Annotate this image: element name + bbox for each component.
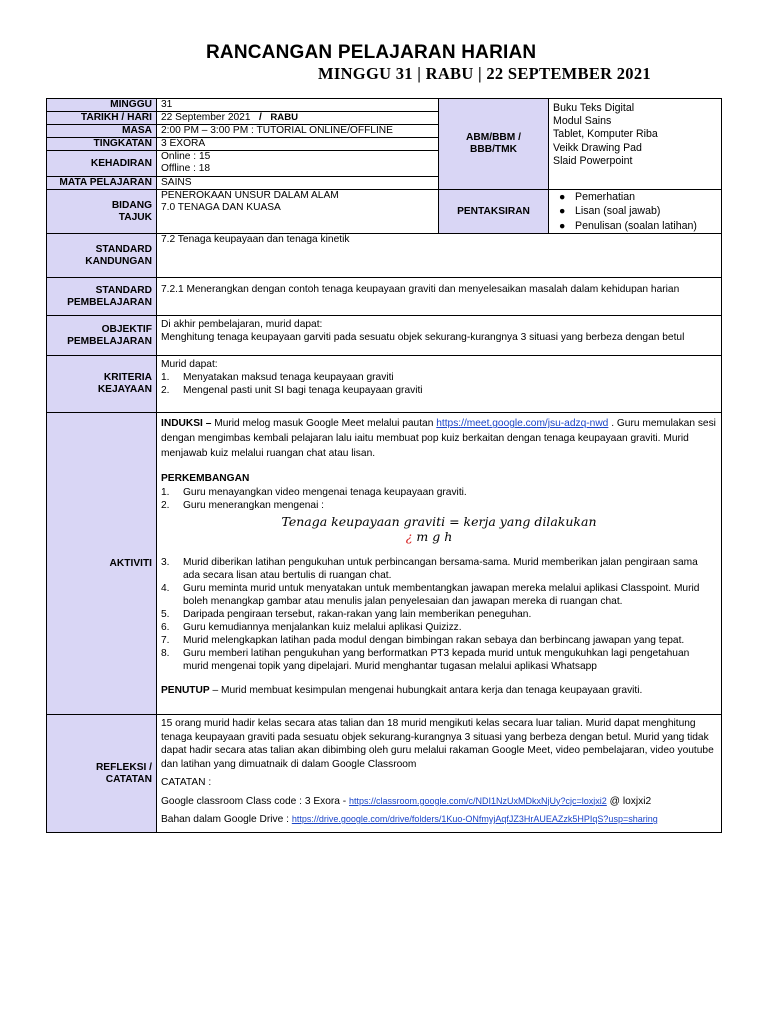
minggu-value: 31 (157, 99, 439, 112)
objektif-line: Menghitung tenaga keupayaan garviti pada sesuatu objek sekurang-kurangnya 3 situasi yang berbeza dengan betul (161, 332, 685, 343)
kriteria-value (157, 356, 722, 413)
day: RABU (270, 112, 299, 123)
abm-item: Buku Teks Digital (553, 102, 635, 114)
aktiviti-step: 2. Guru menerangkan mengenai : (161, 500, 325, 511)
penutup-paragraph: PENUTUP – Murid membuat kesimpulan mengenai hubungkait antara kerja dan tenaga keupayaan graviti. (161, 685, 643, 696)
pentaksiran-list (549, 190, 722, 234)
classroom-code: @ loxjxi2 (606, 795, 652, 807)
refleksi-paragraph: 15 orang murid hadir kelas secara atas talian dan 18 murid mengikuti kelas secara luar talian. Murid dapat menghitung tenaga keupayaan graviti pada sesuatu objek sekurang-kurangnya 3 situasi yang berbeza dengan betul. Murid yang tidak dapat hadir secara atas talian akan dibimbing oleh guru melalui rakaman Google Meet, video pembelajaran, video youtube dan latihan yang dimuatnaik di dalam Google Classroom (161, 718, 714, 770)
google-drive-link[interactable]: https://drive.google.com/drive/folders/1Kuo-ONfmyjAqfJZ3HrAUEAZzk5HPIqS?usp=sharing (291, 814, 658, 824)
bidang-tajuk-label (47, 190, 157, 234)
abm-item: Tablet, Komputer Riba (553, 128, 658, 141)
pentaksiran-item: ● Lisan (soal jawab) (559, 205, 661, 218)
abm-item: Modul Sains (553, 115, 612, 128)
refleksi-label: REFLEKSI / CATATAN (47, 715, 157, 833)
tingkatan-value: 3 EXORA (157, 138, 439, 151)
aktiviti-value (157, 413, 722, 715)
tajuk-value: 7.0 TENAGA DAN KUASA (161, 202, 281, 213)
objektif-line: Di akhir pembelajaran, murid dapat: (161, 319, 323, 330)
bidang-label: BIDANG (111, 199, 152, 211)
pentaksiran-item: ● Pemerhatian (559, 191, 636, 203)
tarikh-label: TARIKH / HARI (47, 112, 157, 125)
aktiviti-step: 6. Guru kemudiannya menjalankan kuiz melalui aplikasi Quizizz. (161, 622, 462, 633)
bidang-tajuk-value (157, 190, 439, 234)
date: 22 September 2021 (161, 112, 251, 123)
drive-line: Bahan dalam Google Drive : https://drive.google.com/drive/folders/1Kuo-ONfmyjAqfJZ3HrAUEAZzk5HPIqS?usp=sharing (161, 814, 658, 825)
aktiviti-step: 8. Guru memberi latihan pengukuhan yang berformatkan PT3 kepada murid untuk mengukuhkan lagi pengetahuan murid mengenai topik yang dipelajari. Murid menghantar tugasan melalui aplikasi Whatsapp (161, 648, 690, 672)
kriteria-item: 2. Mengenal pasti unit SI bagi tenaga keupayaan graviti (161, 385, 423, 396)
page-subtitle: MINGGU 31 | RABU | 22 SEPTEMBER 2021 (318, 64, 651, 83)
standard-kandungan-label: STANDARD KANDUNGAN (47, 234, 157, 278)
date-separator: / (259, 112, 262, 123)
aktiviti-step: 4. Guru meminta murid untuk menyatakan untuk membentangkan jawapan mereka melalui aplikasi Classpoint. Murid boleh menangkap gambar atau menulis jalan penyelesaian dan jawapan mereka di ruangan chat. (161, 583, 700, 607)
abm-list (549, 99, 722, 190)
google-meet-link[interactable]: https://meet.google.com/jsu-adzq-nwd (436, 418, 609, 429)
classroom-line: Google classroom Class code : 3 Exora - https://classroom.google.com/c/NDI1NzUxMDkxNjUy?cjc=loxjxi2 @ loxjxi2 (161, 795, 652, 807)
penutup-heading: PENUTUP (161, 685, 210, 696)
induksi-heading: INDUKSI – (161, 418, 212, 429)
bidang-value: PENEROKAAN UNSUR DALAM ALAM (161, 190, 339, 201)
tajuk-label: TAJUK (118, 211, 152, 223)
kehadiran-offline: Offline : 18 (161, 163, 211, 174)
aktiviti-step: 7. Murid melengkapkan latihan pada modul dengan bimbingan rakan sebaya dan berbincang jawapan yang tepat. (161, 635, 685, 646)
kehadiran-label: KEHADIRAN (47, 151, 157, 177)
aktiviti-label: AKTIVITI (47, 413, 157, 715)
mata-pelajaran-label: MATA PELAJARAN (47, 177, 157, 190)
formula-line-1: Tenaga keupayaan graviti = kerja yang dilakukan (281, 514, 597, 529)
masa-value: 2:00 PM – 3:00 PM : TUTORIAL ONLINE/OFFLINE (157, 125, 439, 138)
masa-label: MASA (47, 125, 157, 138)
lesson-plan-table (46, 98, 722, 833)
kehadiran-value (157, 151, 439, 177)
abm-item: Slaid Powerpoint (553, 154, 633, 167)
formula-line-2: ¿ m g h (405, 529, 453, 544)
aktiviti-step: 3. Murid diberikan latihan pengukuhan untuk perbincangan bersama-sama. Murid memberikan jalan pengiraan sama ada secara lisan atau bertulis di ruangan chat. (161, 557, 698, 581)
kriteria-label: KRITERIA KEJAYAAN (47, 356, 157, 413)
abm-item: Veikk Drawing Pad (553, 141, 642, 154)
aktiviti-step: 5. Daripada pengiraan tersebut, rakan-rakan yang lain memberikan peneguhan. (161, 609, 532, 620)
minggu-label: MINGGU (47, 99, 157, 112)
aktiviti-step: 1. Guru menayangkan video mengenai tenaga keupayaan graviti. (161, 487, 467, 498)
refleksi-value (157, 715, 722, 833)
formula (161, 514, 717, 544)
kriteria-intro: Murid dapat: (161, 359, 218, 370)
formula-mark: ¿ (405, 529, 413, 544)
induksi-paragraph: INDUKSI – Murid melog masuk Google Meet melalui pautan https://meet.google.com/jsu-adzq-nwd . Guru memulakan sesi dengan mengimbas kembali pelajaran lalu iaitu membuat pop kuiz berkaitan dengan tenaga keupayaan graviti. Murid menjawab kuiz melalui ruangan chat atau lisan. (161, 418, 716, 459)
objektif-value (157, 316, 722, 356)
catatan-heading: CATATAN : (161, 777, 212, 788)
standard-pembelajaran-value: 7.2.1 Menerangkan dengan contoh tenaga keupayaan graviti dan menyelesaikan masalah dalam kehidupan harian (157, 278, 722, 316)
standard-kandungan-value: 7.2 Tenaga keupayaan dan tenaga kinetik (157, 234, 722, 278)
abm-label: ABM/BBM / BBB/TMK (439, 99, 549, 190)
page-title: RANCANGAN PELAJARAN HARIAN (206, 42, 537, 63)
pentaksiran-label: PENTAKSIRAN (439, 190, 549, 234)
objektif-label: OBJEKTIF PEMBELAJARAN (47, 316, 157, 356)
standard-pembelajaran-label: STANDARD PEMBELAJARAN (47, 278, 157, 316)
kehadiran-online: Online : 15 (161, 151, 211, 162)
google-classroom-link[interactable]: https://classroom.google.com/c/NDI1NzUxMDkxNjUy?cjc=loxjxi2 (348, 795, 607, 806)
tarikh-value (157, 112, 439, 125)
kriteria-item: 1. Menyatakan maksud tenaga keupayaan graviti (161, 372, 394, 383)
mata-pelajaran-value: SAINS (157, 177, 439, 190)
tingkatan-label: TINGKATAN (47, 138, 157, 151)
perkembangan-heading: PERKEMBANGAN (161, 473, 250, 484)
pentaksiran-item: ● Penulisan (soalan latihan) (559, 219, 697, 232)
